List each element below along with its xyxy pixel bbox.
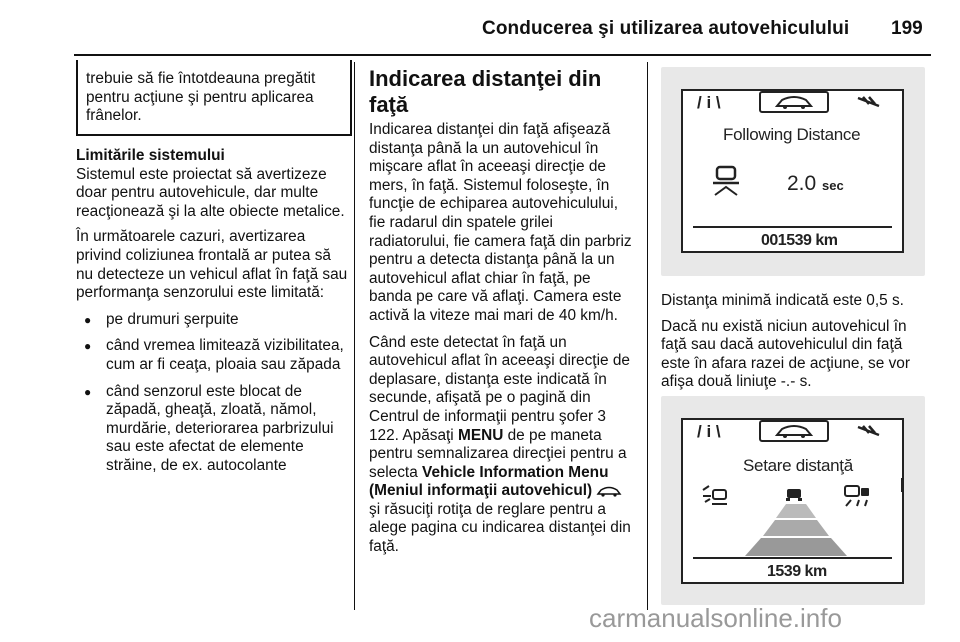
vehicle-ahead-icon [711,165,741,199]
settings-icon [855,423,883,439]
car-icon [596,485,622,497]
column-3-body [661,292,931,392]
car-icon [774,94,814,110]
distance-unit: sec [822,178,844,193]
running-header-title: Conducerea şi utilizarea autovehiculului [482,18,850,39]
column-1-body [76,147,352,484]
page-reference: 3 122. Apăsaţi [369,407,606,444]
scroll-indicator [901,478,904,492]
column-divider [354,62,355,610]
limits-paragraph-1: Sistemul este proiectat să avertizeze doar pentru autovehicule, dar multe reacţionează şi la alte obiecte metalice. [76,165,345,220]
note-text: trebuie să fie întotdeauna pregătit pentru acţiune şi pentru aplicarea frânelor. [86,70,316,125]
display-title: Setare distanţă [743,456,853,475]
limits-heading: Limitările sistemului [76,147,225,164]
distance-paragraph-2 [369,334,635,557]
odometer: 1539 km [767,563,827,580]
info-tab-icon: / i \ [697,93,721,112]
section-heading: Indicarea distanţei din faţă [369,66,602,117]
distance-value: 2.0 [787,172,817,195]
car-icon [774,423,814,439]
display-title: Following Distance [723,125,861,144]
collision-alert-icon [701,484,729,510]
no-vehicle-text: Dacă nu există niciun autovehicul în faţă sau dacă autovehiculul din faţă este în afara razei de acţiune, se vor afişa două liniuţe -.- s. [661,317,910,391]
list-item: ● când senzorul este blocat de zăpadă, gheaţă, zloată, nămol, murdărie, deteriorarea parbrizului sau este afectat de elemente străine, de ex. autocolante [76,383,352,476]
watermark: carmanualsonline.info [589,603,842,633]
distance-setting-figure [661,396,925,605]
settings-icon [855,94,883,110]
info-tab-icon: / i \ [697,422,721,441]
list-item: ● pe drumuri şerpuite [76,311,352,330]
menu-button-label: MENU [458,426,504,444]
p2-text-a: Când este detectat în faţă un autovehicul aflat în aceeaşi direcţie de deplasare, distanţa este indicată în secunde, afişată pe o pagină din Centrul de informaţii pentru şofer [369,333,630,425]
vehicle-ahead-icon [785,488,803,502]
column-2-body [369,66,635,557]
page-number: 199 [891,18,923,39]
vehicle-menu-label: Vehicle Information Menu (Meniul informaţii autovehicul) [369,463,609,500]
distance-paragraph-1: Indicarea distanţei din faţă afişează distanţa până la un autovehicul în mişcare aflat în aceeaşi direcţie de mers, în faţă. Sistemul foloseşte, în funcţie de echiparea autovehiculului, fie radarul din spatele grilei radiatorului, fie camera faţă din parbriz pentru a detecta distanţa până la un autovehicul aflat chiar în faţă, pe banda pe care vă aflaţi. Camera este activă la viteze mai mari de 40 km/h. [369,121,632,324]
p2-text-b: de pe maneta pentru semnalizarea direcţiei pentru a selecta [369,426,627,481]
display-screen [681,89,904,253]
display-screen [681,418,904,584]
p2-text-c: şi răsuciţi rotiţa de reglare pentru a alege pagina cu indicarea distanţei din faţă. [369,500,631,556]
following-distance-figure [661,67,925,276]
active-tab [759,420,829,442]
column-divider [647,62,648,610]
display-separator [693,557,892,559]
note-box [76,60,352,136]
distance-bars-graphic [731,504,861,556]
header-rule [74,54,931,56]
list-item: ● când vremea limitează vizibilitatea, cum ar fi ceaţa, ploaia sau zăpada [76,337,352,374]
limits-paragraph-2: În următoarele cazuri, avertizarea privind coliziunea frontală ar putea să nu detecteze un vehicul aflat în faţă sau performanţa senzorului este limitată: [76,228,348,302]
odometer: 001539 km [761,232,838,249]
limits-list [76,311,352,476]
min-distance-text: Distanţa minimă indicată este 0,5 s. [661,292,904,309]
display-separator [693,226,892,228]
active-tab [759,91,829,113]
